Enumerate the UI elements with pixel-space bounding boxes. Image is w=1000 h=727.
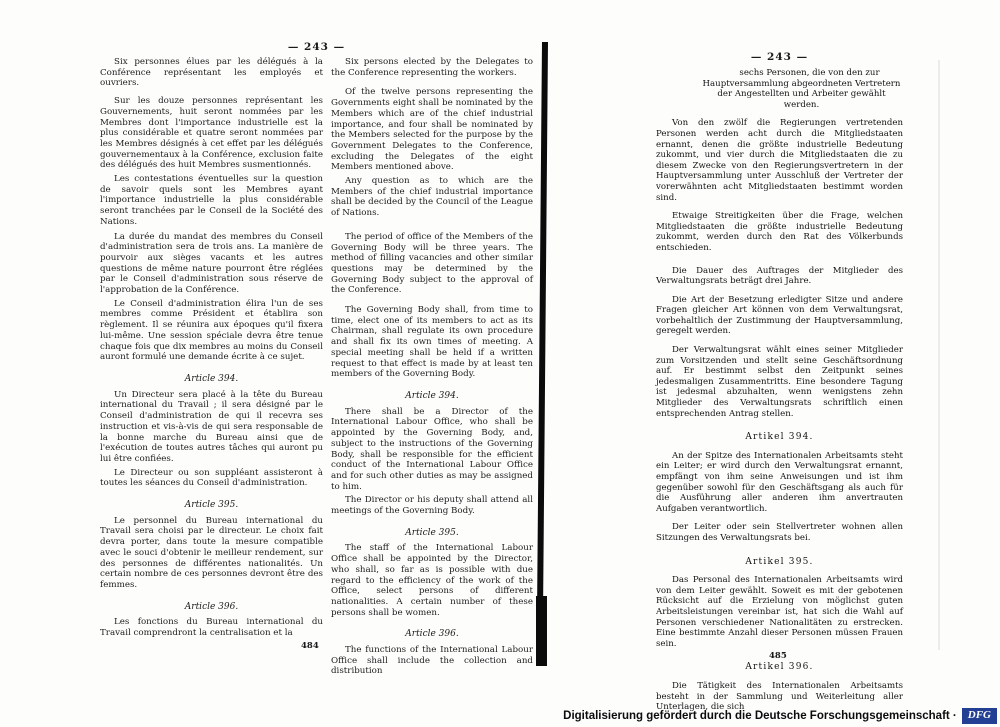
paragraph: Le personnel du Bureau international du Travail sera choisi par le directeur. Le choix fait devra porter, dans toute la mesure compatible avec le souci d'obtenir le meilleur rendement, sur des personnes de différentes nationalités. Un certain nombre de ces personnes devront être des femmes. bbox=[100, 515, 323, 590]
paragraph: sechs Personen, die von den zur Hauptversammlung abgeordneten Vertretern der Angestellten und Arbeiter gewählt werden. bbox=[702, 68, 901, 110]
paragraph: There shall be a Director of the International Labour Office, who shall be appointed by the Governing Body, and, subject to the instructions of the Governing Body, shall be responsible for the efficient conduct of the International Labour Office and for such other duties as may be assigned to him. bbox=[331, 406, 533, 492]
paragraph: Le Conseil d'administration élira l'un de ses membres comme Président et établira son règlement. Il se réunira aux époques qu'il fixera lui-même. Une session spéciale devra être tenue chaque fois que dix membres au moins du Conseil auront formulé une demande écrite à ce sujet. bbox=[100, 298, 323, 363]
paragraph: Sur les douze personnes représentant les Gouvernements, huit seront nommées par les Membres dont l'importance industrielle est la plus considérable et quatre seront nommées par les Membres désignés à cet effet par les délégués gouvernementaux à la Conférence, exclusion faite des délégués des huit Membres susmentionnés. bbox=[100, 96, 323, 171]
paragraph: The staff of the International Labour Office shall be appointed by the Director, who shall, so far as is possible with due regard to the efficiency of the work of the Office, select persons of different nationalities. A certain number of these persons shall be women. bbox=[331, 543, 533, 618]
paragraph: Un Directeur sera placé à la tête du Bureau international du Travail ; il sera désigné par le Conseil d'administration de qui il recevra ses instruction et vis-à-vis de qui sera responsable de la bonne marche du Bureau ainsi que de l'exécution de toutes autres tâches qui auront pu lui être confiées. bbox=[100, 389, 323, 464]
paper-fold-line bbox=[938, 60, 940, 650]
paragraph: La durée du mandat des membres du Conseil d'administration sera de trois ans. La manière de pourvoir aux sièges vacants et les autres questions de même nature pourront être réglées par le Conseil d'administration sous réserve de l'approbation de la Conférence. bbox=[100, 231, 323, 296]
paragraph: Der Leiter oder sein Stellvertreter wohnen allen Sitzungen des Verwaltungsrats bei. bbox=[656, 522, 903, 543]
paragraph: Les fonctions du Bureau international du Travail comprendront la centralisation et la bbox=[100, 617, 323, 639]
paragraph: Any question as to which are the Members of the chief industrial importance shall be decided by the Council of the League of Nations. bbox=[331, 176, 533, 219]
paragraph: The Governing Body shall, from time to time, elect one of its members to act as its Chairman, shall regulate its own procedure and shall fix its own times of meeting. A special meeting shall be held if a written request to that effect is made by at least ten members of the Governing Body. bbox=[331, 305, 533, 380]
paragraph: Die Art der Besetzung erledigter Sitze und andere Fragen gleicher Art können von dem Verwaltungsrat, vorbehaltlich der Zustimmung der Hauptversammlung, geregelt werden. bbox=[656, 294, 903, 337]
article-heading: Article 394. bbox=[184, 373, 239, 384]
article-heading: Article 394. bbox=[405, 390, 459, 401]
digitization-credit-bar bbox=[563, 708, 997, 724]
french-text-column bbox=[100, 57, 323, 642]
paragraph: Von den zwölf die Regierungen vertretenden Personen werden acht durch die Mitgliedstaaten ernannt, denen die größte industrielle Bedeutung zukommt, und vier durch die Mitgliedstaaten die zu diesem Zwecke von den Regierungsvertretern in der Hauptversammlung unter Ausschluß der Vertreter der vorerwähnten acht Mitgliedstaaten bestimmt worden sind. bbox=[656, 118, 903, 203]
credit-text: Digitalisierung gefördert durch die Deutsche Forschungsgemeinschaft · bbox=[563, 710, 957, 722]
article-heading: Artikel 394. bbox=[745, 432, 814, 443]
article-heading: Article 396. bbox=[405, 629, 459, 640]
article-heading: Article 395. bbox=[405, 527, 459, 538]
article-heading: Article 396. bbox=[184, 601, 239, 612]
paragraph: Etwaige Streitigkeiten über die Frage, welchen Mitgliedstaaten die größte industrielle Bedeutung zukommt, werden durch den Rat des Völkerbunds entschieden. bbox=[656, 211, 903, 253]
paragraph: Of the twelve persons representing the Governments eight shall be nominated by the Members which are of the chief industrial importance, and four shall be nominated by the Members selected for the purpose by the Government Delegates to the Conference, excluding the Delegates of the eight Members mentioned above. bbox=[331, 87, 533, 173]
german-text-column bbox=[656, 68, 903, 721]
left-page-header: — 243 — bbox=[287, 41, 346, 53]
paragraph: Le Directeur ou son suppléant assisteront à toutes les séances du Conseil d'administration. bbox=[100, 467, 323, 489]
article-heading: Artikel 395. bbox=[745, 556, 814, 567]
article-heading: Artikel 396. bbox=[745, 662, 814, 673]
right-page-number: 485 bbox=[769, 651, 787, 661]
right-page-header: — 243 — bbox=[750, 51, 809, 63]
binding-gutter-shadow bbox=[537, 42, 548, 602]
paragraph: The Director or his deputy shall attend all meetings of the Governing Body. bbox=[331, 495, 533, 517]
paragraph: Die Dauer des Auftrages der Mitglieder des Verwaltungsrats beträgt drei Jahre. bbox=[656, 265, 903, 287]
paragraph: The functions of the International Labour Office shall include the collection and distribution bbox=[331, 645, 533, 677]
article-heading: Article 395. bbox=[184, 500, 239, 511]
binding-gutter-shadow-lower bbox=[536, 596, 547, 666]
paragraph: Six personnes élues par les délégués à la Conférence représentant les employés et ouvriers. bbox=[100, 57, 323, 89]
paragraph: Die Tätigkeit des Internationalen Arbeitsamts besteht in der Sammlung und Weiterleitung aller Unterlagen, die sich bbox=[656, 680, 903, 713]
english-text-column bbox=[331, 57, 533, 680]
paragraph: The period of office of the Members of the Governing Body will be three years. The method of filling vacancies and other similar questions may be determined by the Governing Body subject to the approval of the Conference. bbox=[331, 231, 533, 296]
paragraph: Les contestations éventuelles sur la question de savoir quels sont les Membres ayant l'importance industrielle la plus considérable seront tranchées par le Conseil de la Société des Nations. bbox=[100, 174, 323, 227]
paragraph: An der Spitze des Internationalen Arbeitsamts steht ein Leiter; er wird durch den Verwaltungsrat ernannt, empfängt von ihm seine Anweisungen und ist ihm gegenüber sowohl für den Geschäftsgang als auch für die Ausführung aller anderen ihm anvertrauten Aufgaben verantwortlich. bbox=[656, 450, 903, 514]
left-page-number: 484 bbox=[301, 641, 319, 651]
paragraph: Der Verwaltungsrat wählt eines seiner Mitglieder zum Vorsitzenden und stellt seine Geschäftsordnung auf. Er bestimmt selbst den Zeitpunkt seines jedesmaligen Zusammentritts. Eine besondere Tagung ist jedesmal abzuhalten, wenn wenigstens zehn Mitglieder des Verwaltungsrats schriftlich einen entsprechenden Antrag stellen. bbox=[656, 345, 903, 419]
paragraph: Six persons elected by the Delegates to the Conference representing the workers. bbox=[331, 57, 533, 78]
dfg-logo: DFG bbox=[962, 708, 997, 724]
paragraph: Das Personal des Internationalen Arbeitsamts wird von dem Leiter gewählt. Soweit es mit der gebotenen Rücksicht auf die Erzielung von möglichst guten Arbeitsleistungen vereinbar ist, hat sich die Wahl auf Personen verschiedener Nationalitäten zu erstrecken. Eine bestimmte Anzahl dieser Personen müssen Frauen sein. bbox=[656, 575, 903, 649]
